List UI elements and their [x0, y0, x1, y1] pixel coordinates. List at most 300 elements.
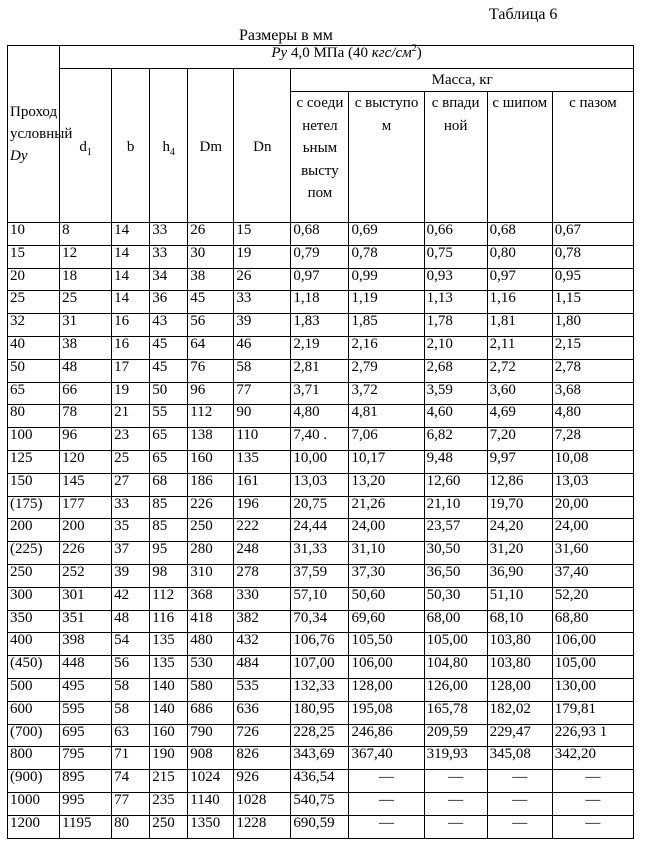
cell-mass-projection: 0,99 [349, 268, 424, 291]
cell-dy: 400 [8, 633, 60, 656]
cell-mass-projection: 1,85 [349, 314, 424, 337]
cell-mass-recess: — [424, 815, 487, 838]
cell-mass-groove: — [552, 770, 633, 793]
cell-mass-joint: 0,68 [291, 223, 349, 246]
cell-dy: 150 [8, 473, 60, 496]
cell-mass-joint: 24,44 [291, 519, 349, 542]
table-row [8, 815, 634, 838]
cell-dm: 38 [188, 268, 234, 291]
cell-mass-tongue: 31,20 [487, 542, 552, 565]
cell-dn: 58 [234, 359, 291, 382]
cell-h4: 68 [150, 473, 188, 496]
cell-mass-projection: 0,69 [349, 223, 424, 246]
cell-mass-tongue: 345,08 [487, 747, 552, 770]
cell-mass-groove: 7,28 [552, 428, 633, 451]
cell-mass-projection: 367,40 [349, 747, 424, 770]
cell-mass-recess: 0,75 [424, 245, 487, 268]
pressure-text: 4,0 МПа (40 [287, 45, 372, 61]
mass-col-projection [349, 92, 424, 223]
cell-mass-tongue: 128,00 [487, 678, 552, 701]
cell-dy: 20 [8, 268, 60, 291]
cell-dm: 26 [188, 223, 234, 246]
cell-mass-joint: 7,40 . [291, 428, 349, 451]
table-body [8, 223, 634, 839]
d1-base: d [79, 139, 87, 155]
table-row [8, 291, 634, 314]
cell-mass-groove: 13,03 [552, 473, 633, 496]
cell-dy: (450) [8, 656, 60, 679]
cell-dy: (225) [8, 542, 60, 565]
col-dn-header [234, 69, 291, 223]
cell-mass-projection: 2,79 [349, 359, 424, 382]
cell-mass-groove: 1,15 [552, 291, 633, 314]
mass-col-joint [291, 92, 349, 223]
cell-mass-tongue: 9,97 [487, 450, 552, 473]
cell-b: 14 [112, 291, 150, 314]
mass-header: Масса, кг [291, 69, 634, 92]
cell-mass-joint: 107,00 [291, 656, 349, 679]
cell-mass-tongue: — [487, 792, 552, 815]
cell-mass-joint: 228,25 [291, 724, 349, 747]
cell-b: 35 [112, 519, 150, 542]
cell-mass-recess: 4,60 [424, 405, 487, 428]
cell-dn: 77 [234, 382, 291, 405]
cell-mass-recess: 0,93 [424, 268, 487, 291]
cell-dm: 226 [188, 496, 234, 519]
cell-mass-projection: 246,86 [349, 724, 424, 747]
mass-col-joint-label: с соеди нетел ьным высту пом [296, 95, 344, 201]
cell-dn: 1028 [234, 792, 291, 815]
cell-mass-projection: — [349, 770, 424, 793]
cell-h4: 55 [150, 405, 188, 428]
cell-mass-groove: 0,67 [552, 223, 633, 246]
cell-mass-groove: 3,68 [552, 382, 633, 405]
cell-b: 27 [112, 473, 150, 496]
cell-dn: 161 [234, 473, 291, 496]
cell-mass-groove: 1,80 [552, 314, 633, 337]
dn-label: Dn [253, 139, 272, 155]
cell-h4: 190 [150, 747, 188, 770]
table-row [8, 564, 634, 587]
d1-sub: 1 [86, 147, 92, 158]
cell-dn: 19 [234, 245, 291, 268]
cell-mass-recess: 0,66 [424, 223, 487, 246]
cell-mass-recess: 12,60 [424, 473, 487, 496]
cell-mass-projection: 0,78 [349, 245, 424, 268]
cell-dy: 1200 [8, 815, 60, 838]
cell-mass-projection: 31,10 [349, 542, 424, 565]
cell-mass-joint: 4,80 [291, 405, 349, 428]
table-row [8, 405, 634, 428]
cell-mass-recess: 23,57 [424, 519, 487, 542]
cell-h4: 45 [150, 359, 188, 382]
cell-mass-joint: 690,59 [291, 815, 349, 838]
mass-col-groove [552, 92, 633, 223]
cell-mass-tongue: 2,72 [487, 359, 552, 382]
cell-mass-groove: 52,20 [552, 587, 633, 610]
cell-dn: 926 [234, 770, 291, 793]
cell-dn: 46 [234, 336, 291, 359]
cell-mass-tongue: 7,20 [487, 428, 552, 451]
cell-dn: 278 [234, 564, 291, 587]
cell-h4: 36 [150, 291, 188, 314]
cell-mass-tongue: 0,80 [487, 245, 552, 268]
cell-b: 77 [112, 792, 150, 815]
cell-dn: 535 [234, 678, 291, 701]
cell-h4: 250 [150, 815, 188, 838]
cell-h4: 33 [150, 223, 188, 246]
table-row [8, 473, 634, 496]
table-row [8, 450, 634, 473]
cell-mass-tongue: — [487, 770, 552, 793]
table-row [8, 314, 634, 337]
cell-dn: 135 [234, 450, 291, 473]
cell-mass-joint: 10,00 [291, 450, 349, 473]
cell-mass-tongue: 68,10 [487, 610, 552, 633]
cell-mass-recess: 319,93 [424, 747, 487, 770]
cell-mass-tongue: 2,11 [487, 336, 552, 359]
cell-dn: 110 [234, 428, 291, 451]
cell-d1: 398 [60, 633, 112, 656]
cell-mass-joint: 37,59 [291, 564, 349, 587]
cell-mass-tongue: 103,80 [487, 633, 552, 656]
cell-dy: (900) [8, 770, 60, 793]
pressure-prefix: Py [271, 45, 288, 61]
cell-dm: 530 [188, 656, 234, 679]
table-row [8, 428, 634, 451]
cell-b: 25 [112, 450, 150, 473]
cell-mass-joint: 70,34 [291, 610, 349, 633]
table-caption: Таблица 6 [489, 6, 558, 23]
mass-col-groove-label: с пазом [569, 95, 617, 111]
cell-b: 80 [112, 815, 150, 838]
dy-label-line-1: Проход [10, 104, 58, 120]
col-dm-header [188, 69, 234, 223]
table-row [8, 519, 634, 542]
cell-mass-projection: 3,72 [349, 382, 424, 405]
cell-mass-groove: — [552, 815, 633, 838]
cell-mass-joint: 106,76 [291, 633, 349, 656]
cell-mass-groove: 24,00 [552, 519, 633, 542]
cell-b: 37 [112, 542, 150, 565]
cell-b: 33 [112, 496, 150, 519]
cell-mass-recess: 2,10 [424, 336, 487, 359]
dy-symbol: Dy [10, 148, 28, 164]
cell-mass-groove: 105,00 [552, 656, 633, 679]
cell-h4: 135 [150, 656, 188, 679]
cell-mass-groove: 226,93 1 [552, 724, 633, 747]
cell-d1: 448 [60, 656, 112, 679]
cell-b: 21 [112, 405, 150, 428]
cell-mass-groove: — [552, 792, 633, 815]
cell-mass-tongue: 0,68 [487, 223, 552, 246]
cell-mass-recess: 209,59 [424, 724, 487, 747]
col-b-header [112, 69, 150, 223]
cell-mass-recess: — [424, 792, 487, 815]
table-row [8, 245, 634, 268]
cell-h4: 85 [150, 519, 188, 542]
cell-b: 74 [112, 770, 150, 793]
table-row [8, 678, 634, 701]
cell-dm: 76 [188, 359, 234, 382]
cell-mass-recess: 165,78 [424, 701, 487, 724]
cell-dy: 600 [8, 701, 60, 724]
cell-dy: 250 [8, 564, 60, 587]
cell-d1: 595 [60, 701, 112, 724]
cell-mass-projection: 69,60 [349, 610, 424, 633]
cell-dm: 138 [188, 428, 234, 451]
cell-mass-groove: 10,08 [552, 450, 633, 473]
cell-mass-tongue: 24,20 [487, 519, 552, 542]
cell-mass-joint: 1,83 [291, 314, 349, 337]
cell-dn: 222 [234, 519, 291, 542]
table-row [8, 770, 634, 793]
cell-dm: 30 [188, 245, 234, 268]
cell-mass-joint: 436,54 [291, 770, 349, 793]
cell-b: 19 [112, 382, 150, 405]
cell-mass-groove: 342,20 [552, 747, 633, 770]
cell-d1: 48 [60, 359, 112, 382]
cell-dm: 160 [188, 450, 234, 473]
cell-mass-recess: 104,80 [424, 656, 487, 679]
cell-mass-tongue: 3,60 [487, 382, 552, 405]
cell-d1: 795 [60, 747, 112, 770]
table-row [8, 792, 634, 815]
cell-dm: 1350 [188, 815, 234, 838]
cell-d1: 145 [60, 473, 112, 496]
table-row [8, 610, 634, 633]
table-row [8, 382, 634, 405]
cell-d1: 66 [60, 382, 112, 405]
cell-mass-projection: — [349, 792, 424, 815]
cell-h4: 85 [150, 496, 188, 519]
cell-h4: 140 [150, 701, 188, 724]
cell-dm: 580 [188, 678, 234, 701]
pressure-units: кгс/см [371, 45, 412, 61]
cell-d1: 18 [60, 268, 112, 291]
nominal-diameter-header [8, 46, 73, 223]
cell-b: 23 [112, 428, 150, 451]
cell-mass-recess: 50,30 [424, 587, 487, 610]
cell-dn: 330 [234, 587, 291, 610]
cell-d1: 38 [60, 336, 112, 359]
table-row [8, 223, 634, 246]
cell-b: 14 [112, 268, 150, 291]
cell-d1: 31 [60, 314, 112, 337]
cell-dn: 726 [234, 724, 291, 747]
cell-mass-projection: 106,00 [349, 656, 424, 679]
mass-col-tongue-label: с шипом [492, 95, 548, 111]
cell-h4: 235 [150, 792, 188, 815]
cell-d1: 25 [60, 291, 112, 314]
cell-h4: 65 [150, 450, 188, 473]
cell-b: 63 [112, 724, 150, 747]
cell-dm: 686 [188, 701, 234, 724]
cell-dy: 15 [8, 245, 60, 268]
cell-mass-projection: 10,17 [349, 450, 424, 473]
dy-label-line-2: условный [10, 126, 73, 142]
cell-dn: 636 [234, 701, 291, 724]
cell-dn: 90 [234, 405, 291, 428]
cell-d1: 895 [60, 770, 112, 793]
cell-b: 16 [112, 336, 150, 359]
table-row [8, 336, 634, 359]
table-row [8, 542, 634, 565]
cell-mass-recess: 9,48 [424, 450, 487, 473]
cell-mass-joint: 540,75 [291, 792, 349, 815]
cell-dn: 15 [234, 223, 291, 246]
cell-mass-groove: 106,00 [552, 633, 633, 656]
cell-d1: 120 [60, 450, 112, 473]
cell-mass-joint: 2,19 [291, 336, 349, 359]
cell-dm: 56 [188, 314, 234, 337]
cell-dy: 1000 [8, 792, 60, 815]
units-note: Размеры в мм [239, 27, 333, 44]
cell-h4: 45 [150, 336, 188, 359]
cell-mass-tongue: 1,81 [487, 314, 552, 337]
pressure-header [60, 43, 634, 69]
b-label: b [126, 139, 135, 155]
cell-mass-projection: 4,81 [349, 405, 424, 428]
cell-mass-projection: 105,50 [349, 633, 424, 656]
cell-mass-joint: 343,69 [291, 747, 349, 770]
cell-mass-tongue: 1,16 [487, 291, 552, 314]
cell-dy: (175) [8, 496, 60, 519]
cell-mass-recess: 2,68 [424, 359, 487, 382]
cell-b: 58 [112, 701, 150, 724]
cell-dn: 382 [234, 610, 291, 633]
cell-dn: 196 [234, 496, 291, 519]
cell-dn: 1228 [234, 815, 291, 838]
cell-mass-recess: 3,59 [424, 382, 487, 405]
cell-mass-joint: 132,33 [291, 678, 349, 701]
cell-dm: 908 [188, 747, 234, 770]
cell-dm: 368 [188, 587, 234, 610]
cell-mass-joint: 0,97 [291, 268, 349, 291]
cell-d1: 200 [60, 519, 112, 542]
cell-h4: 215 [150, 770, 188, 793]
cell-dm: 790 [188, 724, 234, 747]
cell-d1: 695 [60, 724, 112, 747]
cell-mass-tongue: 4,69 [487, 405, 552, 428]
cell-mass-tongue: 0,97 [487, 268, 552, 291]
cell-h4: 116 [150, 610, 188, 633]
cell-mass-projection: 37,30 [349, 564, 424, 587]
cell-d1: 495 [60, 678, 112, 701]
cell-mass-groove: 4,80 [552, 405, 633, 428]
cell-mass-groove: 0,78 [552, 245, 633, 268]
cell-d1: 177 [60, 496, 112, 519]
cell-h4: 43 [150, 314, 188, 337]
table-row [8, 633, 634, 656]
cell-mass-groove: 37,40 [552, 564, 633, 587]
cell-dy: 300 [8, 587, 60, 610]
cell-dn: 26 [234, 268, 291, 291]
cell-h4: 33 [150, 245, 188, 268]
cell-dy: (700) [8, 724, 60, 747]
cell-dy: 40 [8, 336, 60, 359]
cell-dy: 10 [8, 223, 60, 246]
cell-dy: 500 [8, 678, 60, 701]
cell-mass-groove: 2,15 [552, 336, 633, 359]
cell-mass-projection: 24,00 [349, 519, 424, 542]
cell-mass-projection: 1,19 [349, 291, 424, 314]
cell-d1: 8 [60, 223, 112, 246]
cell-mass-recess: 36,50 [424, 564, 487, 587]
cell-b: 71 [112, 747, 150, 770]
cell-dm: 1024 [188, 770, 234, 793]
cell-b: 54 [112, 633, 150, 656]
cell-h4: 50 [150, 382, 188, 405]
cell-mass-groove: 179,81 [552, 701, 633, 724]
table-row [8, 701, 634, 724]
mass-col-projection-label: с выступо м [354, 95, 419, 134]
cell-mass-groove: 2,78 [552, 359, 633, 382]
cell-mass-recess: 1,78 [424, 314, 487, 337]
cell-mass-tongue: — [487, 815, 552, 838]
cell-mass-groove: 68,80 [552, 610, 633, 633]
table-row [8, 747, 634, 770]
cell-mass-projection: 50,60 [349, 587, 424, 610]
cell-mass-tongue: 19,70 [487, 496, 552, 519]
cell-b: 56 [112, 656, 150, 679]
cell-mass-joint: 0,79 [291, 245, 349, 268]
cell-dy: 350 [8, 610, 60, 633]
cell-b: 42 [112, 587, 150, 610]
cell-h4: 140 [150, 678, 188, 701]
cell-mass-joint: 31,33 [291, 542, 349, 565]
cell-mass-projection: 7,06 [349, 428, 424, 451]
cell-mass-projection: 195,08 [349, 701, 424, 724]
cell-dm: 280 [188, 542, 234, 565]
cell-h4: 34 [150, 268, 188, 291]
cell-mass-groove: 31,60 [552, 542, 633, 565]
dm-label: Dm [199, 139, 223, 155]
cell-dm: 112 [188, 405, 234, 428]
table-row [8, 359, 634, 382]
cell-mass-joint: 2,81 [291, 359, 349, 382]
cell-dy: 25 [8, 291, 60, 314]
cell-dy: 80 [8, 405, 60, 428]
cell-b: 16 [112, 314, 150, 337]
cell-mass-joint: 13,03 [291, 473, 349, 496]
cell-mass-groove: 20,00 [552, 496, 633, 519]
cell-d1: 252 [60, 564, 112, 587]
mass-col-recess-label: с впади ной [431, 95, 480, 134]
cell-mass-recess: 30,50 [424, 542, 487, 565]
cell-dn: 432 [234, 633, 291, 656]
cell-mass-tongue: 103,80 [487, 656, 552, 679]
cell-mass-projection: 13,20 [349, 473, 424, 496]
cell-dy: 125 [8, 450, 60, 473]
cell-d1: 96 [60, 428, 112, 451]
cell-dm: 186 [188, 473, 234, 496]
cell-dm: 250 [188, 519, 234, 542]
cell-mass-joint: 20,75 [291, 496, 349, 519]
cell-mass-groove: 130,00 [552, 678, 633, 701]
flange-dimensions-table [7, 45, 634, 839]
cell-d1: 1195 [60, 815, 112, 838]
cell-dn: 484 [234, 656, 291, 679]
cell-mass-recess: 105,00 [424, 633, 487, 656]
col-d1-header [60, 69, 112, 223]
cell-dm: 96 [188, 382, 234, 405]
cell-h4: 135 [150, 633, 188, 656]
cell-dm: 310 [188, 564, 234, 587]
cell-mass-joint: 1,18 [291, 291, 349, 314]
cell-mass-groove: 0,95 [552, 268, 633, 291]
cell-b: 14 [112, 223, 150, 246]
